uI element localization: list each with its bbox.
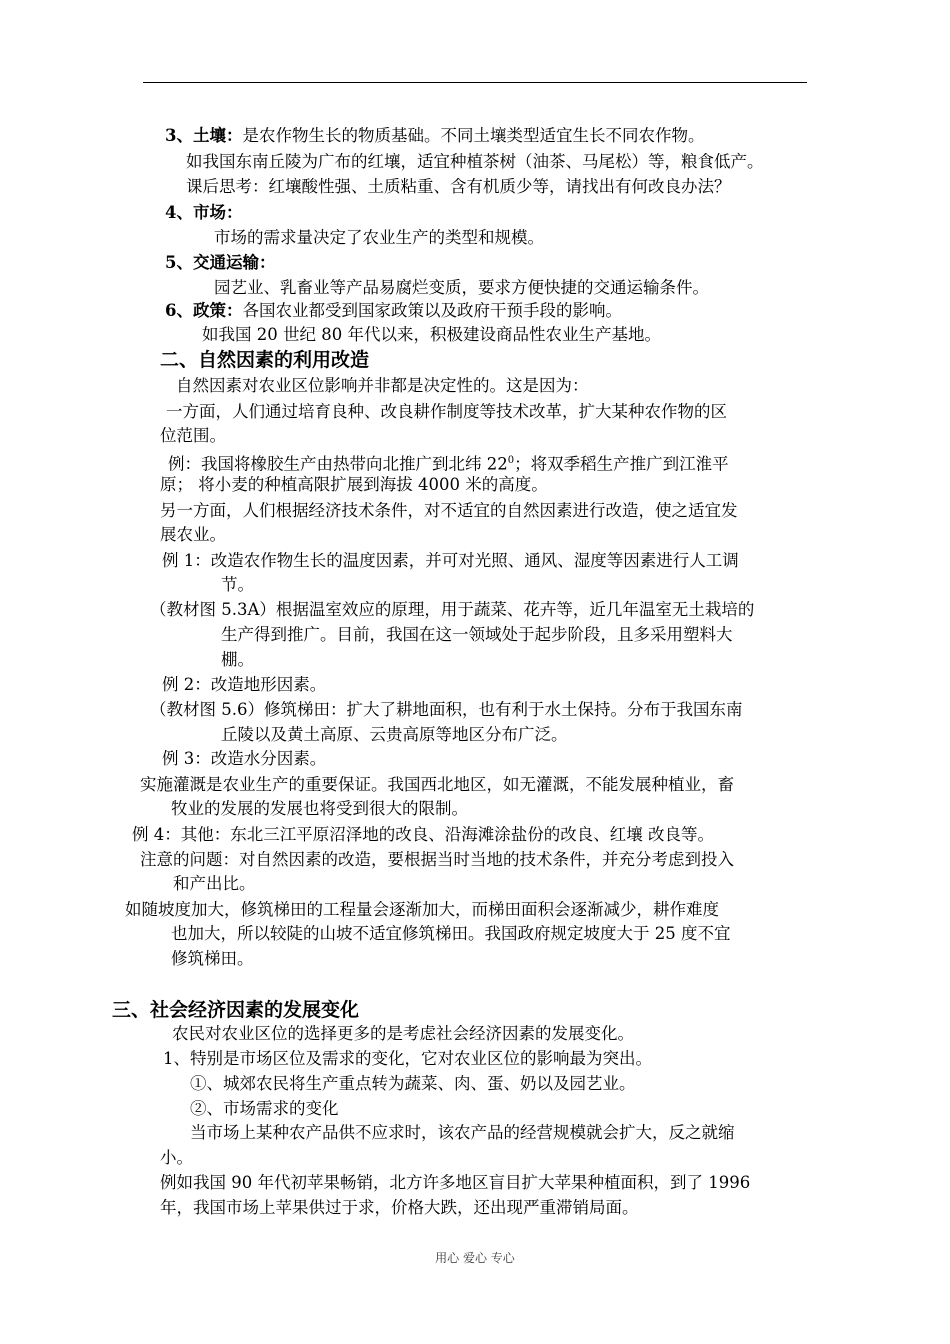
textbook1-line2: 生产得到推广。目前，我国在这一领域处于起步阶段，且多采用塑料大 (221, 625, 733, 644)
degree-sup: 0 (507, 455, 515, 466)
section-3-intro: 农民对农业区位的选择更多的是考虑社会经济因素的发展变化。 (172, 1024, 634, 1043)
item-3-heading: 3、土壤： (165, 126, 243, 145)
item-3-think: 课后思考：红壤酸性强、土质粘重、含有机质少等，请找出有何改良办法？ (186, 177, 731, 196)
item-3-soil (165, 125, 704, 147)
p3-line1: 另一方面，人们根据经济技术条件，对不适宜的自然因素进行改造，使之适宜发 (160, 501, 738, 520)
sub-point-1: ①、城郊农民将生产重点转为蔬菜、肉、蛋、奶以及园艺业。 (190, 1074, 636, 1093)
note-line1: 注意的问题：对自然因素的改造，要根据当时当地的技术条件，并充分考虑到投入 (140, 850, 734, 869)
apple-line1: 例如我国 90 年代初苹果畅销，北方许多地区盲目扩大苹果种植面积，到了 1996 (160, 1173, 751, 1192)
supply-line1: 当市场上某种农产品供不应求时，该农产品的经营规模就会扩大，反之就缩 (190, 1123, 735, 1142)
textbook1-line3: 棚。 (221, 650, 254, 669)
p2-line1-a: 例：我国将橡胶生产由热带向北推广到北纬 22 (168, 454, 508, 474)
example1-line2: 节。 (221, 575, 254, 594)
example1-line1: 例 1：改造农作物生长的温度因素，并可对光照、通风、湿度等因素进行人工调 (162, 551, 739, 570)
sub-point-2: ②、市场需求的变化 (190, 1099, 339, 1118)
example3: 例 3：改造水分因素。 (162, 749, 327, 768)
item-6-heading: 6、政策： (165, 301, 243, 320)
irrigation-line1: 实施灌溉是农业生产的重要保证。我国西北地区，如无灌溉，不能发展种植业，畜 (140, 775, 734, 794)
slope-line3: 修筑梯田。 (171, 949, 254, 968)
irrigation-line2: 牧业的发展的发展也将受到很大的限制。 (171, 799, 468, 818)
item-6-policy (165, 300, 622, 322)
header-rule (143, 82, 807, 83)
item-4-text: 市场的需求量决定了农业生产的类型和规模。 (214, 228, 544, 247)
item-5-text: 园艺业、乳畜业等产品易腐烂变质，要求方便快捷的交通运输条件。 (214, 278, 709, 297)
item-6-example: 如我国 20 世纪 80 年代以来，积极建设商品性农业生产基地。 (202, 325, 661, 344)
p2-line1 (168, 450, 729, 476)
p1-line1: 一方面，人们通过培育良种、改良耕作制度等技术改革，扩大某种农作物的区 (166, 402, 727, 421)
example2: 例 2：改造地形因素。 (162, 675, 327, 694)
p2-line2: 原； 将小麦的种植高限扩展到海拔 4000 米的高度。 (160, 475, 548, 494)
textbook1-line1: （教材图 5.3A）根据温室效应的原理，用于蔬菜、花卉等，近几年温室无土栽培的 (150, 600, 755, 619)
slope-line2: 也加大，所以较陡的山坡不适宜修筑梯田。我国政府规定坡度大于 25 度不宜 (171, 924, 731, 943)
item-5-heading: 5、交通运输： (165, 253, 276, 272)
item-3-text: 是农作物生长的物质基础。不同土壤类型适宜生长不同农作物。 (242, 126, 705, 145)
p3-line2: 展农业。 (160, 525, 226, 544)
textbook2-line1: （教材图 5.6）修筑梯田：扩大了耕地面积，也有利于水土保持。分布于我国东南 (150, 700, 743, 719)
example4: 例 4：其他：东北三江平原沼泽地的改良、沿海滩涂盐份的改良、红壤 改良等。 (132, 825, 714, 844)
note-line2: 和产出比。 (173, 874, 256, 893)
apple-line2: 年，我国市场上苹果供过于求，价格大跌，还出现严重滞销局面。 (160, 1198, 639, 1217)
item-6-text: 各国农业都受到国家政策以及政府干预手段的影响。 (242, 301, 622, 320)
section-2-intro: 自然因素对农业区位影响并非都是决定性的。这是因为： (176, 376, 589, 395)
textbook2-line2: 丘陵以及黄土高原、云贵高原等地区分布广泛。 (221, 725, 568, 744)
section-3-title: 三、社会经济因素的发展变化 (112, 999, 360, 1021)
slope-line1: 如随坡度加大，修筑梯田的工程量会逐渐加大，而梯田面积会逐渐减少，耕作难度 (125, 900, 719, 919)
p2-line1-b: ；将双季稻生产推广到江淮平 (514, 454, 729, 474)
supply-line2: 小。 (160, 1148, 193, 1167)
item-4-heading: 4、市场： (165, 203, 243, 222)
section-2-title: 二、自然因素的利用改造 (160, 349, 370, 371)
page-footer: 用心 爱心 专心 (435, 1251, 515, 1265)
item-3-example: 如我国东南丘陵为广布的红壤，适宜种植茶树（油茶、马尾松）等，粮食低产。 (186, 152, 764, 171)
point-1: 1、特别是市场区位及需求的变化，它对农业区位的影响最为突出。 (163, 1049, 652, 1068)
p1-line2: 位范围。 (160, 426, 226, 445)
